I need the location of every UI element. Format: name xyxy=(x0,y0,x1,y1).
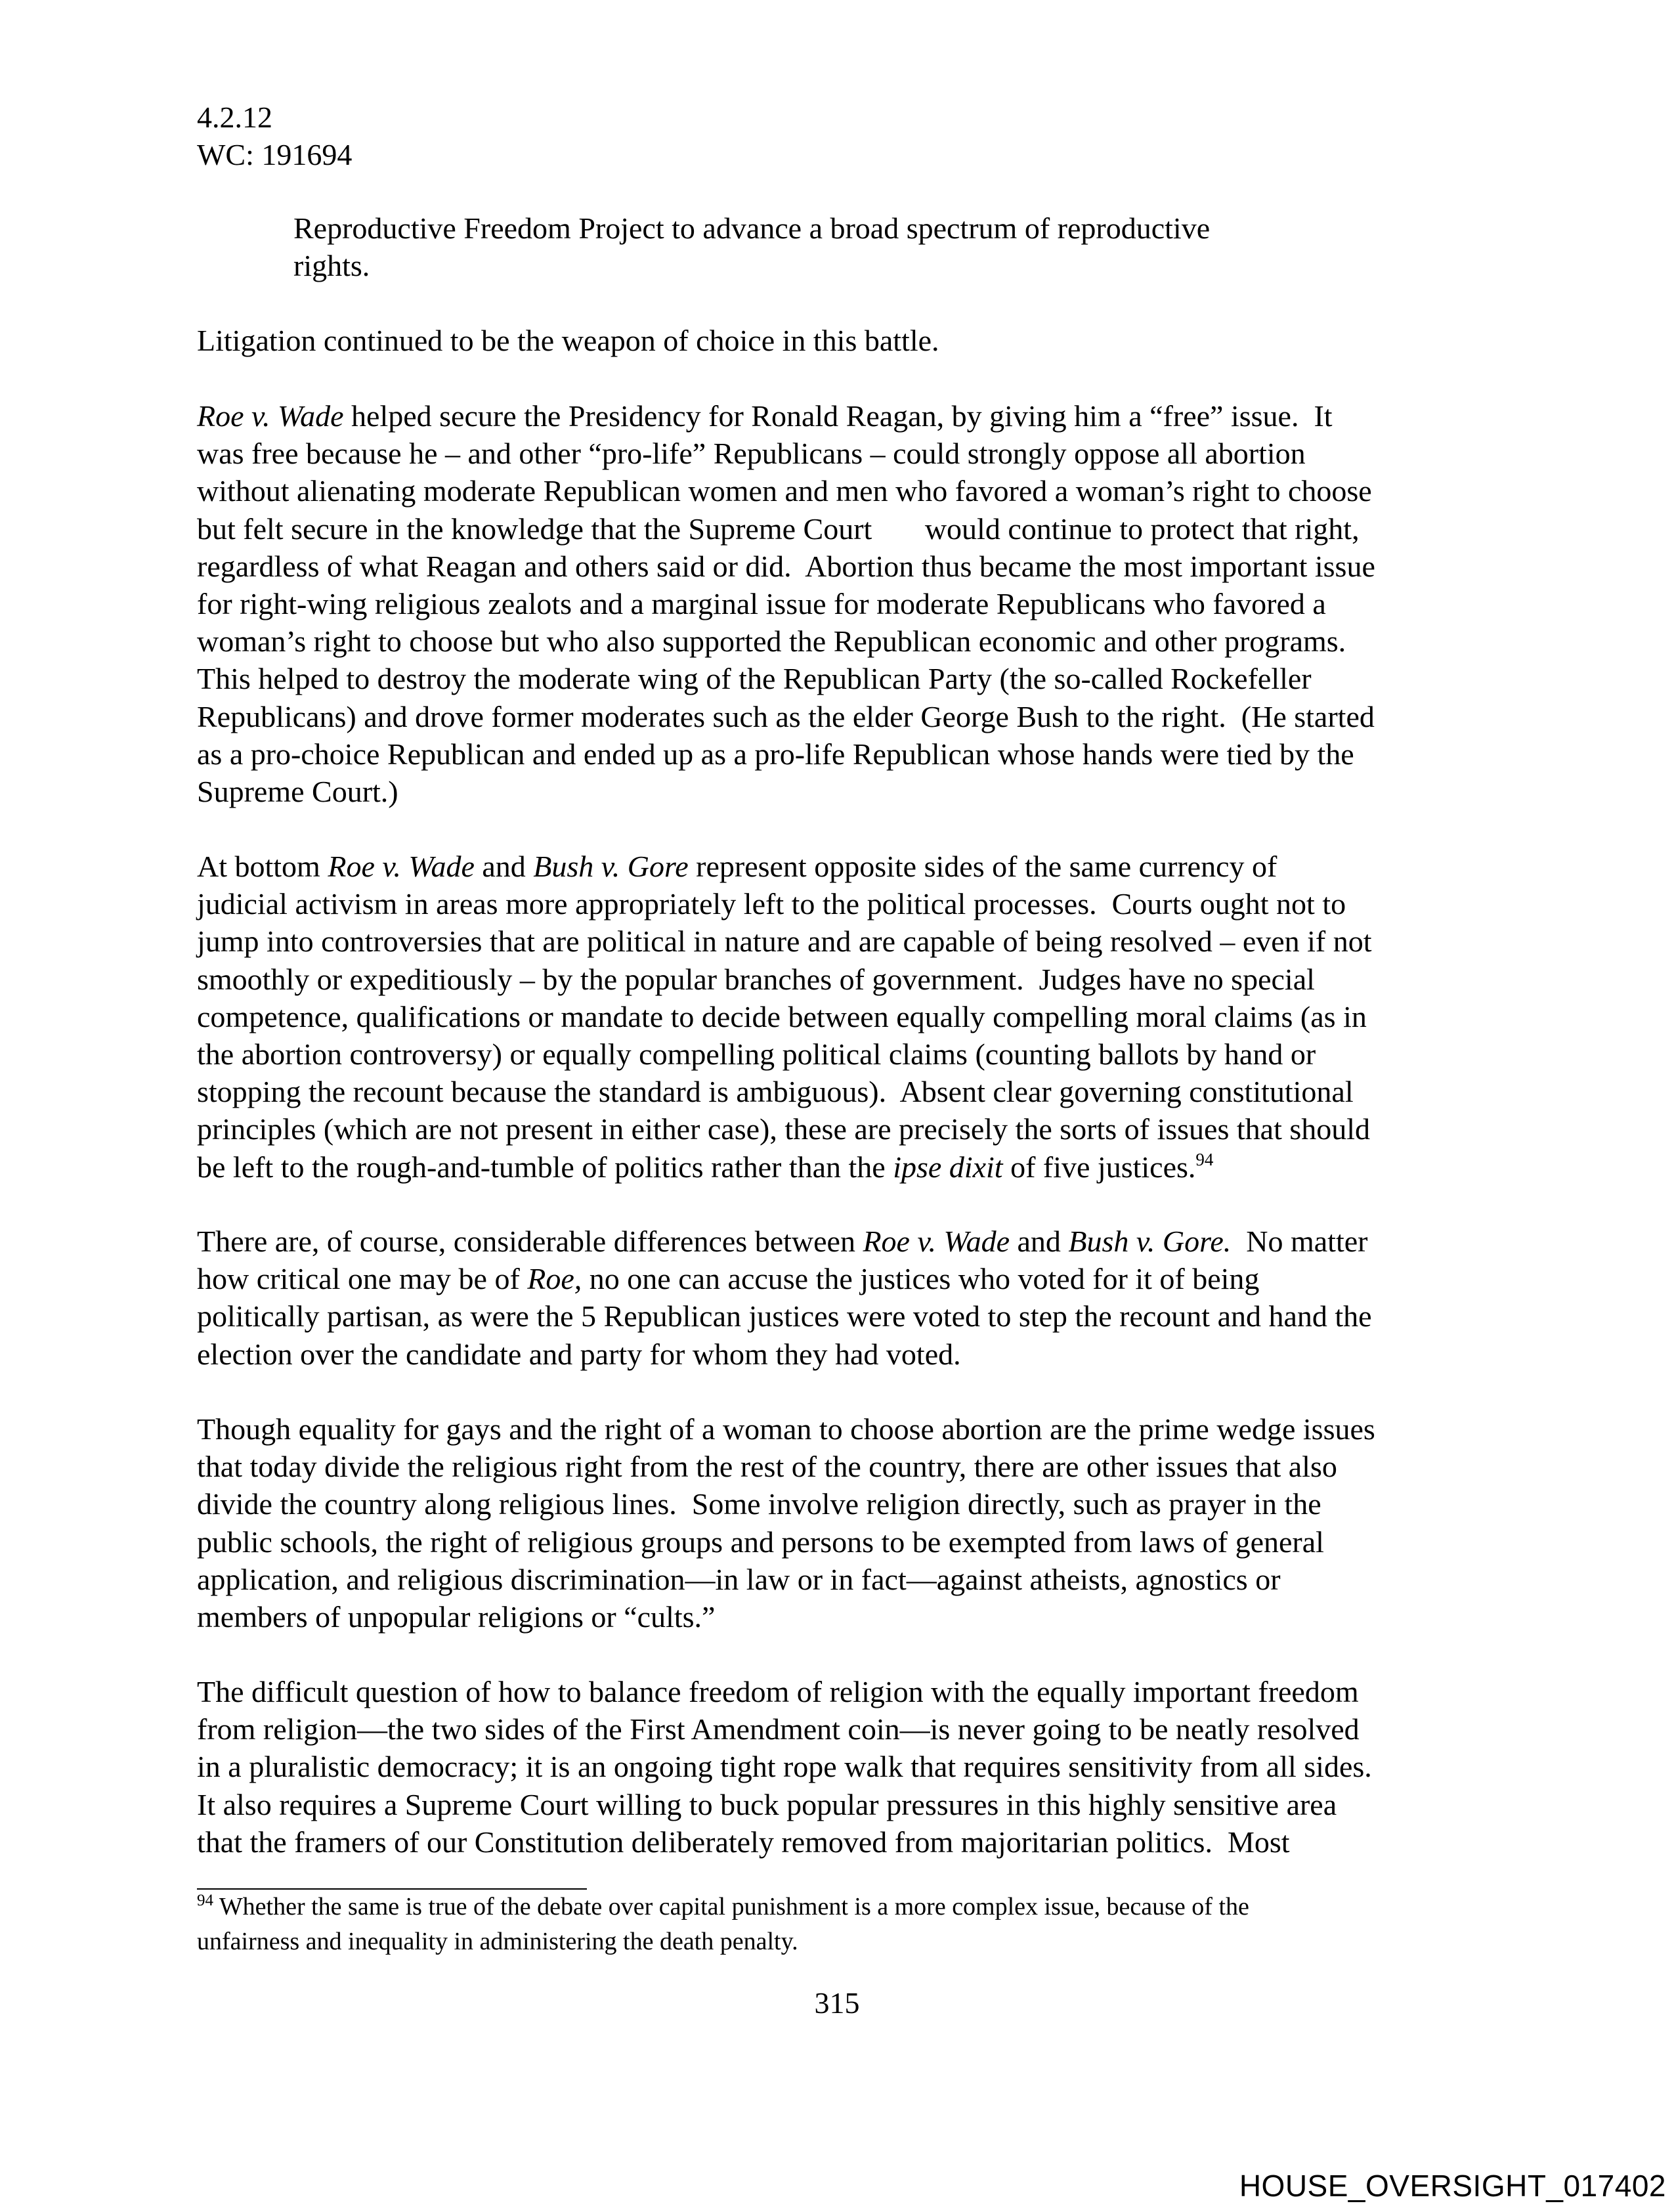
quote-line: rights. xyxy=(293,249,370,283)
paragraph-line: divide the country along religious lines. Some involve religion directly, such as prayer in the xyxy=(197,1487,1321,1521)
block-quote xyxy=(293,209,1606,284)
quote-line: Reproductive Freedom Project to advance a broad spectrum of reproductive xyxy=(293,211,1211,245)
paragraph-line: be left to the rough-and-tumble of politics rather than the ipse dixit of five justices.$^{94}$ xyxy=(197,1149,1214,1184)
footnote-divider xyxy=(197,1888,587,1890)
paragraph-line: politically partisan, as were the 5 Republican justices were voted to step the recount and hand the xyxy=(197,1299,1372,1334)
paragraph-line: application, and religious discrimination—in law or in fact—against atheists, agnostics or xyxy=(197,1562,1281,1596)
paragraph-line: in a pluralistic democracy; it is an ongoing tight rope walk that requires sensitivity from all sides. xyxy=(197,1750,1372,1784)
draft-date: 4.2.12 xyxy=(197,100,272,134)
paragraph-line: There are, of course, considerable differences between Roe v. Wade and Bush v. Gore. No matter xyxy=(197,1225,1368,1258)
paragraph-line: from religion—the two sides of the First Amendment coin—is never going to be neatly resolved xyxy=(197,1712,1360,1746)
case-name-roe: Roe, xyxy=(527,1262,582,1296)
paragraph-line: Supreme Court.) xyxy=(197,775,398,809)
paragraph-line: was free because he – and other “pro-life” Republicans – could strongly oppose all abortion xyxy=(197,437,1306,471)
paragraph-line: public schools, the right of religious groups and persons to be exempted from laws of general xyxy=(197,1525,1324,1559)
paragraph-line: regardless of what Reagan and others said or did. Abortion thus became the most important issue xyxy=(197,549,1375,583)
paragraph-freedom-of-religion xyxy=(197,1673,1510,1861)
footnote-line: $^{94}$ Whether the same is true of the debate over capital punishment is a more complex issue, because of the xyxy=(197,1892,1249,1920)
paragraph-line: This helped to destroy the moderate wing of the Republican Party (the so-called Rockefeller xyxy=(197,662,1312,696)
paragraph-line: judicial activism in areas more appropriately left to the political processes. Courts ought not to xyxy=(197,887,1346,921)
paragraph-line: competence, qualifications or mandate to decide between equally compelling moral claims (as in xyxy=(197,999,1367,1033)
paragraph-line: stopping the recount because the standard is ambiguous). Absent clear governing constitutional xyxy=(197,1075,1354,1109)
paragraph-judicial-activism xyxy=(197,848,1510,1190)
page-number: 315 xyxy=(814,1986,860,2020)
case-name-roe-v-wade: Roe v. Wade xyxy=(328,850,475,883)
word-count: WC: 191694 xyxy=(197,138,353,171)
paragraph-line: smoothly or expeditiously – by the popular branches of government. Judges have no special xyxy=(197,962,1315,996)
paragraph-line: without alienating moderate Republican women and men who favored a woman’s right to choose xyxy=(197,474,1372,508)
case-name-bush-v-gore: Bush v. Gore. xyxy=(1068,1225,1232,1258)
paragraph-line: Republicans) and drove former moderates such as the elder George Bush to the right. (He started xyxy=(197,699,1375,733)
paragraph-line: election over the candidate and party for whom they had voted. xyxy=(197,1337,961,1371)
case-name-roe-v-wade: Roe v. Wade xyxy=(197,399,344,433)
paragraph-line: woman’s right to choose but who also supported the Republican economic and other programs. xyxy=(197,624,1346,659)
footnote xyxy=(197,1891,1249,1957)
paragraph-line: It also requires a Supreme Court willing to buck popular pressures in this highly sensitive area xyxy=(197,1787,1337,1821)
paragraph-line: as a pro-choice Republican and ended up as a pro-life Republican whose hands were tied by the xyxy=(197,737,1354,771)
paragraph-differences xyxy=(197,1223,1510,1373)
paragraph-line: the abortion controversy) or equally compelling political claims (counting ballots by hand or xyxy=(197,1037,1316,1072)
paragraph-line: Though equality for gays and the right of a woman to choose abortion are the prime wedge issues xyxy=(197,1412,1375,1446)
phrase-ipse-dixit: ipse dixit xyxy=(893,1150,1003,1184)
paragraph-line: At bottom Roe v. Wade and Bush v. Gore represent opposite sides of the same currency of xyxy=(197,850,1277,883)
paragraph-line: principles (which are not present in either case), these are precisely the sorts of issues that should xyxy=(197,1112,1371,1146)
paragraph-line: Roe v. Wade helped secure the Presidency for Ronald Reagan, by giving him a “free” issue. It xyxy=(197,399,1333,433)
bates-stamp: HOUSE_OVERSIGHT_017402 xyxy=(1239,2169,1666,2203)
paragraph-line: jump into controversies that are political in nature and are capable of being resolved – even if not xyxy=(197,924,1372,959)
footnote-number: 94 xyxy=(197,1892,213,1909)
paragraph-line: that today divide the religious right from the rest of the country, there are other issues that also xyxy=(197,1450,1337,1484)
paragraph-line: for right-wing religious zealots and a marginal issue for moderate Republicans who favored a xyxy=(197,587,1326,621)
document-header xyxy=(197,98,352,173)
footnote-line: unfairness and inequality in administering the death penalty. xyxy=(197,1928,798,1955)
paragraph-roe-reagan xyxy=(197,397,1510,810)
case-name-bush-v-gore: Bush v. Gore xyxy=(533,850,689,883)
paragraph-line: that the framers of our Constitution deliberately removed from majoritarian politics. Most xyxy=(197,1825,1290,1859)
paragraph-line: The difficult question of how to balance freedom of religion with the equally important freedom xyxy=(197,1675,1359,1708)
paragraph-wedge-issues xyxy=(197,1410,1510,1636)
case-name-roe-v-wade: Roe v. Wade xyxy=(863,1225,1010,1258)
paragraph-litigation xyxy=(197,322,1510,359)
footnote-reference[interactable]: 94 xyxy=(1195,1149,1214,1169)
paragraph-line: how critical one may be of Roe, no one can accuse the justices who voted for it of being xyxy=(197,1262,1260,1296)
paragraph-line: members of unpopular religions or “cults.” xyxy=(197,1600,716,1634)
paragraph-line: but felt secure in the knowledge that the Supreme Court would continue to protect that right, xyxy=(197,511,1360,546)
paragraph-line: Litigation continued to be the weapon of choice in this battle. xyxy=(197,324,939,357)
